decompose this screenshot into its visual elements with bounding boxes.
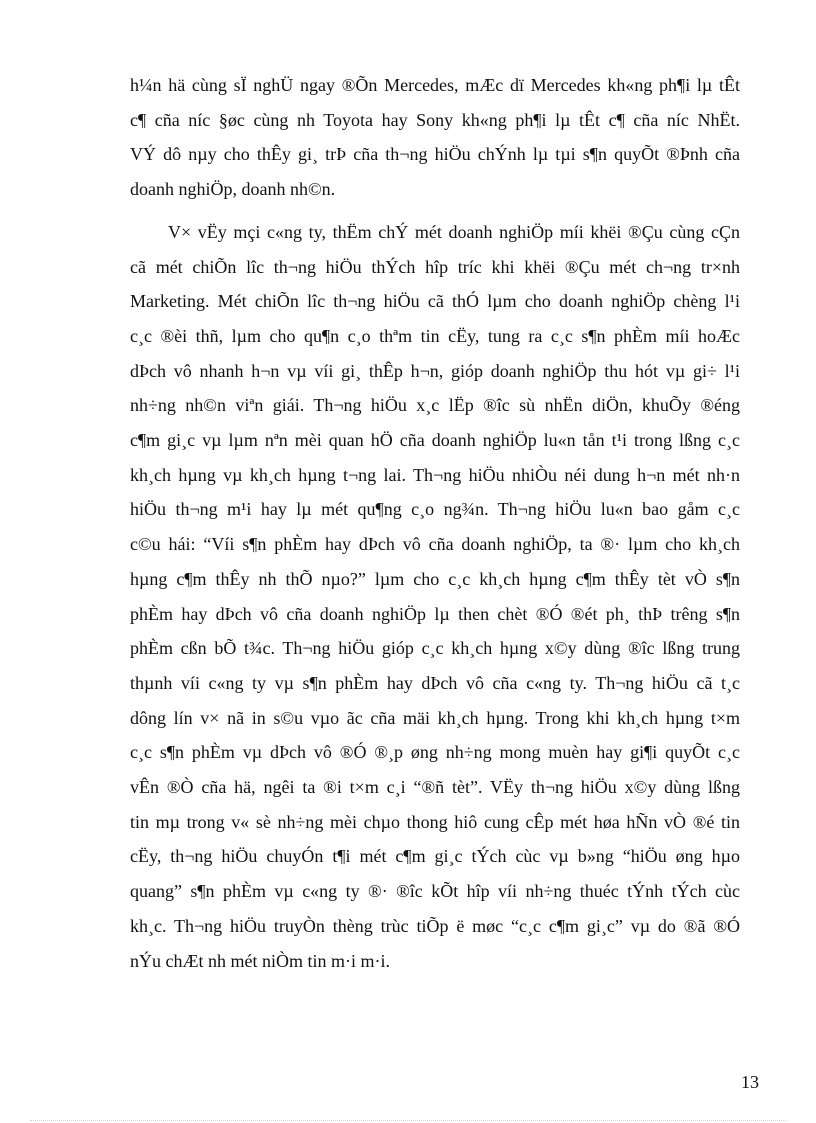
text-line: hiÖu th¬ng m¹i hay lµ mét qu¶ng c¸o ng¾n. Th¬ng hiÖu lu«n bao gåm c¸c (130, 499, 740, 520)
text-line: V× vËy mçi c«ng ty, thËm chÝ mét doanh nghiÖp míi khëi ®Çu cùng cÇn (168, 221, 740, 242)
text-line: thµnh víi c«ng ty vµ s¶n phÈm hay dÞch vô cña c«ng ty. Th¬ng hiÖu cã t¸c (130, 672, 740, 693)
text-line: quang” s¶n phÈm vµ c«ng ty ®· ®îc kÕt hîp víi nh÷ng thuéc tÝnh tÝch cùc (130, 881, 740, 902)
text-line: c©u hái: “Víi s¶n phÈm hay dÞch vô cña doanh nghiÖp, ta ®· lµm cho kh¸ch (130, 534, 740, 555)
text-line: Marketing. Mét chiÕn lîc th¬ng hiÖu cã thÓ lµm cho doanh nghiÖp chèng l¹i (130, 291, 740, 312)
text-line: dÞch vô nhanh h¬n vµ víi gi¸ thÊp h¬n, gióp doanh nghiÖp thu hót vµ gi÷ l¹i (130, 360, 740, 381)
text-line: phÈm hay dÞch vô cña doanh nghiÖp lµ then chèt ®Ó ®ét ph¸ thÞ trêng s¶n (130, 603, 740, 624)
text-line: c¸c ®èi thñ, lµm cho qu¶n c¸o thªm tin cËy, tung ra c¸c s¶n phÈm míi hoÆc (130, 325, 740, 346)
page-number: 13 (741, 1072, 759, 1092)
text-line: tin mµ trong v« sè nh÷ng mèi chµo thong hiô cung cÊp mét høa hÑn vÒ ®é tin (130, 811, 740, 832)
text-line: phÈm cßn bÕ t¾c. Th¬ng hiÖu gióp c¸c kh¸ch hµng x©y dùng ®îc lßng trung (130, 638, 740, 659)
paragraph-1 (130, 68, 740, 207)
text-line: VÝ dô nµy cho thÊy gi¸ trÞ cña th¬ng hiÖu chÝnh lµ tµi s¶n quyÕt ®Þnh cña (130, 144, 740, 165)
document-body (130, 68, 740, 978)
text-line: c¸c s¶n phÈm vµ dÞch vô ®Ó ®¸p øng nh÷ng mong muèn hay gi¶i quyÕt c¸c (130, 742, 740, 763)
text-line: c¶m gi¸c vµ lµm nªn mèi quan hÖ cña doanh nghiÖp lu«n tån t¹i trong lßng c¸c (130, 430, 740, 451)
text-line: vÊn ®Ò cña hä, ngêi ta ®i t×m c¸i “®ñ tèt”. VËy th¬ng hiÖu x©y dùng lßng (130, 777, 740, 798)
text-line: nh÷ng nh©n viªn giái. Th¬ng hiÖu x¸c lËp ®îc sù nhËn diÖn, khuÕy ®éng (130, 395, 740, 416)
text-line: c¶ cña níc §øc cùng nh Toyota hay Sony kh«ng ph¶i lµ tÊt c¶ cña níc NhËt. (130, 109, 740, 130)
paragraph-2 (130, 215, 740, 978)
text-line: doanh nghiÖp, doanh nh©n. (130, 179, 336, 200)
text-line: dông lín v× nã in s©u vµo ãc cña mäi kh¸ch hµng. Trong khi kh¸ch hµng t×m (130, 707, 740, 728)
text-line: kh¸c. Th¬ng hiÖu truyÒn thèng trùc tiÕp ë møc “c¸c c¶m gi¸c” vµ do ®ã ®Ó (130, 915, 740, 936)
footer-divider (30, 1120, 786, 1121)
text-line: cËy, th¬ng hiÖu chuyÓn t¶i mét c¶m gi¸c tÝch cùc vµ b»ng “hiÖu øng hµo (130, 846, 740, 867)
text-line: kh¸ch hµng vµ kh¸ch hµng t¬ng lai. Th¬ng hiÖu nhiÒu néi dung h¬n mét nh·n (130, 464, 740, 485)
text-line: nÝu chÆt nh mét niÒm tin m·i m·i. (130, 950, 390, 971)
text-line: hµng c¶m thÊy nh thÕ nµo?” lµm cho c¸c kh¸ch hµng c¶m thÊy tèt vÒ s¶n (130, 568, 740, 589)
text-line: h¼n hä cùng sÏ nghÜ ngay ®Õn Mercedes, mÆc dï Mercedes kh«ng ph¶i lµ tÊt (130, 75, 740, 95)
text-line: cã mét chiÕn lîc th¬ng hiÖu thÝch hîp tríc khi khëi ®Çu mét ch¬ng tr×nh (130, 256, 740, 277)
